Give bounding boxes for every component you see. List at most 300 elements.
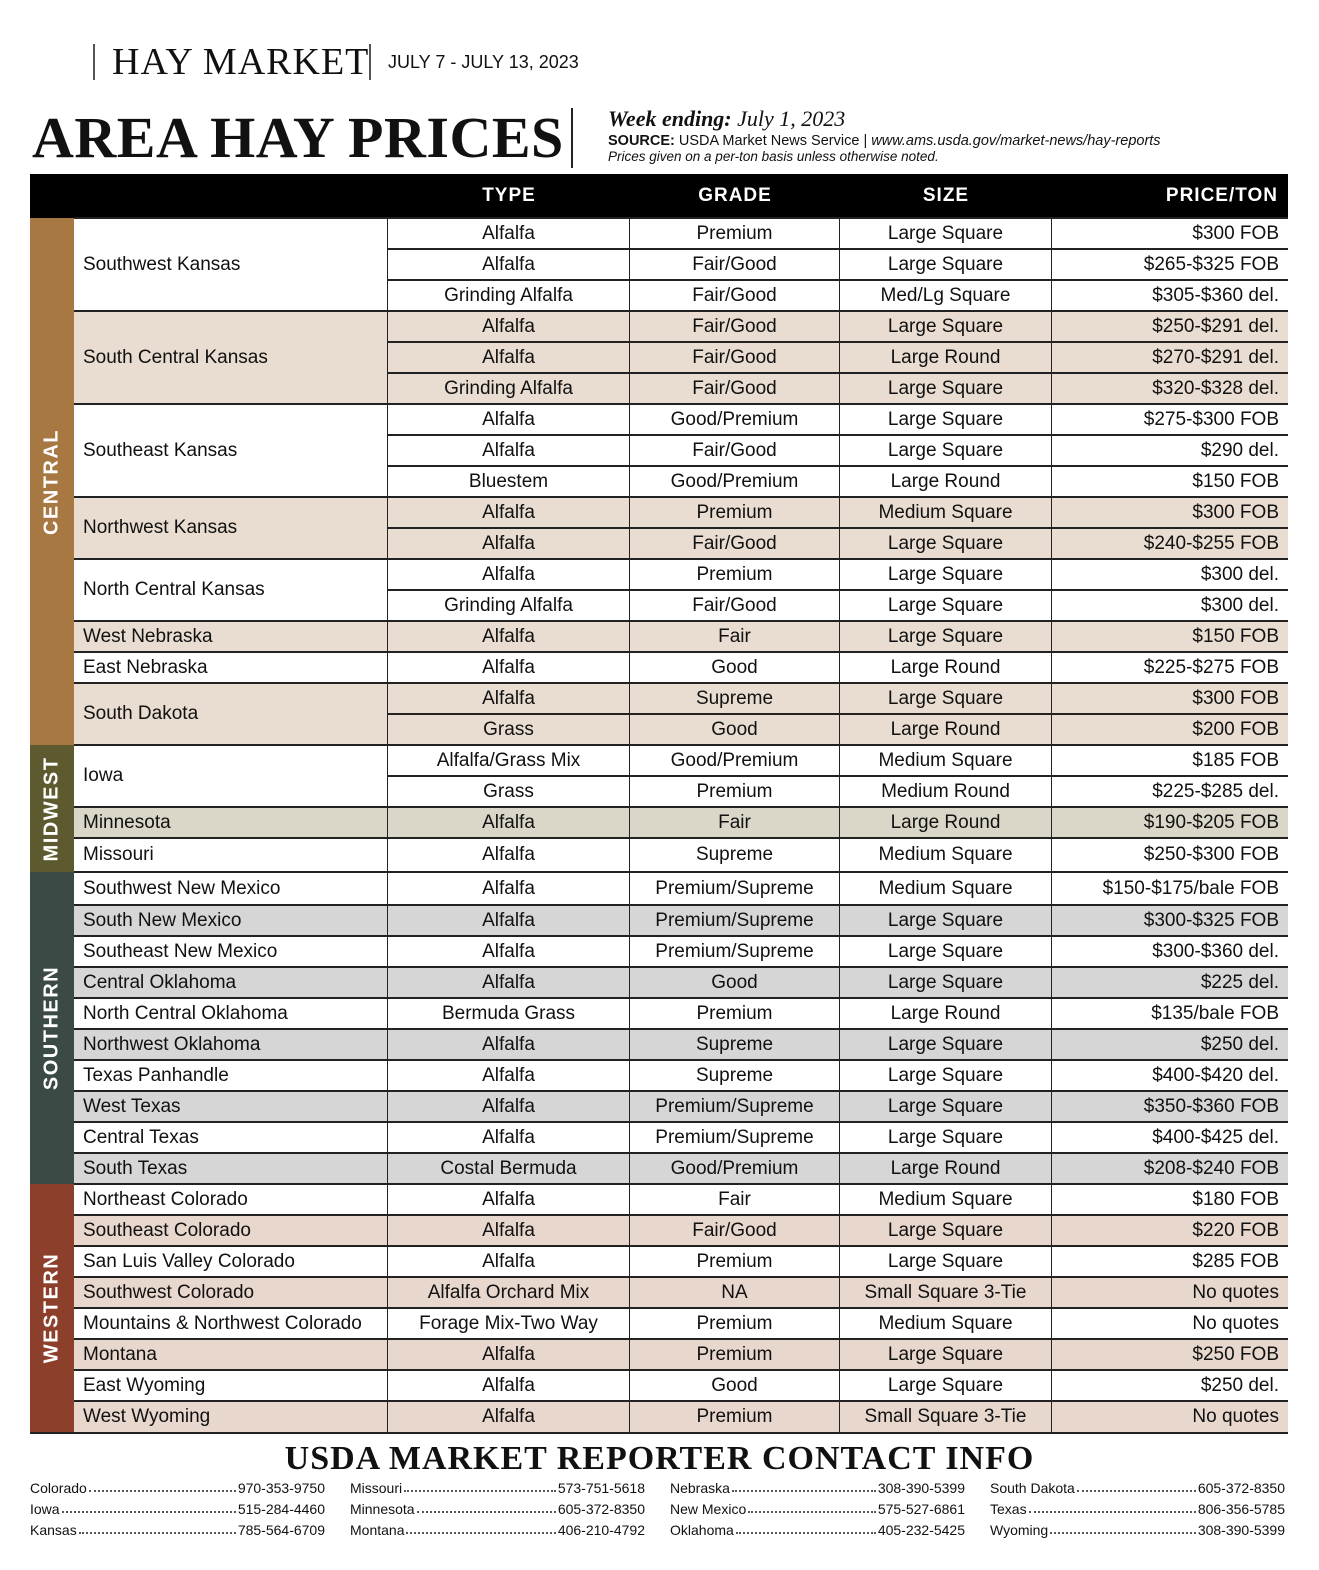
hay-type-cell: Alfalfa Orchard Mix xyxy=(388,1277,630,1308)
group-divider xyxy=(74,904,1288,906)
contact-entry xyxy=(350,1501,645,1517)
price-cell: $250 del. xyxy=(1052,1370,1288,1401)
contact-state: Missouri xyxy=(350,1480,403,1496)
location-cell: Montana xyxy=(74,1339,388,1370)
grade-cell: Fair xyxy=(630,1184,840,1215)
contact-entry xyxy=(30,1522,325,1538)
region-label-midwest xyxy=(30,745,74,872)
grade-cell: Premium xyxy=(630,776,840,807)
price-cell: $200 FOB xyxy=(1052,714,1288,745)
price-cell: $275-$300 FOB xyxy=(1052,404,1288,435)
row-divider xyxy=(388,341,1288,343)
location-cell: South Central Kansas xyxy=(74,311,388,404)
bale-size-cell: Large Round xyxy=(840,714,1052,745)
price-cell: No quotes xyxy=(1052,1277,1288,1308)
location-cell: South Dakota xyxy=(74,683,388,745)
hay-type-cell: Alfalfa xyxy=(388,559,630,590)
masthead-divider xyxy=(369,44,371,80)
dot-leader xyxy=(1077,1480,1196,1492)
grade-cell: Good/Premium xyxy=(630,466,840,497)
publication-name: HAY MARKET xyxy=(112,41,370,83)
group-divider xyxy=(74,1338,1288,1340)
region-label-western xyxy=(30,1184,74,1432)
hay-type-cell: Alfalfa xyxy=(388,967,630,998)
price-cell: $250-$300 FOB xyxy=(1052,838,1288,872)
contact-entry xyxy=(990,1480,1285,1496)
bale-size-cell: Small Square 3-Tie xyxy=(840,1401,1052,1432)
bale-size-cell: Med/Lg Square xyxy=(840,280,1052,311)
hay-type-cell: Alfalfa xyxy=(388,218,630,249)
grade-cell: Good xyxy=(630,652,840,683)
grade-cell: Premium/Supreme xyxy=(630,936,840,967)
bale-size-cell: Medium Square xyxy=(840,838,1052,872)
grade-cell: Fair xyxy=(630,621,840,652)
hay-type-cell: Alfalfa xyxy=(388,652,630,683)
bale-size-cell: Large Round xyxy=(840,807,1052,838)
source-text: USDA Market News Service xyxy=(678,133,860,149)
hay-type-cell: Alfalfa xyxy=(388,1246,630,1277)
group-divider xyxy=(74,1400,1288,1402)
location-cell: Iowa xyxy=(74,745,388,807)
price-cell: $400-$425 del. xyxy=(1052,1122,1288,1153)
week-ending xyxy=(608,106,1308,132)
bale-size-cell: Medium Square xyxy=(840,1184,1052,1215)
group-divider xyxy=(74,935,1288,937)
contact-phone[interactable]: 970-353-9750 xyxy=(237,1480,325,1496)
price-cell: $150-$175/bale FOB xyxy=(1052,872,1288,905)
region-name: SOUTHERN xyxy=(40,965,63,1091)
group-divider xyxy=(74,1214,1288,1216)
price-cell: $220 FOB xyxy=(1052,1215,1288,1246)
table-bottom-border xyxy=(30,1432,1288,1434)
bale-size-cell: Large Square xyxy=(840,1215,1052,1246)
hay-type-cell: Alfalfa xyxy=(388,497,630,528)
grade-cell: Supreme xyxy=(630,838,840,872)
grade-cell: Good xyxy=(630,967,840,998)
row-divider xyxy=(388,279,1288,281)
contact-state: New Mexico xyxy=(670,1501,747,1517)
bale-size-cell: Large Round xyxy=(840,342,1052,373)
hay-type-cell: Alfalfa xyxy=(388,838,630,872)
price-cell: $300 del. xyxy=(1052,590,1288,621)
hay-type-cell: Grass xyxy=(388,714,630,745)
grade-cell: Good/Premium xyxy=(630,404,840,435)
location-cell: East Nebraska xyxy=(74,652,388,683)
row-divider xyxy=(388,372,1288,374)
location-cell: Central Oklahoma xyxy=(74,967,388,998)
price-cell: $225-$285 del. xyxy=(1052,776,1288,807)
column-header-price: PRICE/TON xyxy=(1165,185,1278,206)
group-divider xyxy=(74,997,1288,999)
row-divider xyxy=(388,713,1288,715)
dot-leader xyxy=(1050,1522,1196,1534)
price-cell: $265-$325 FOB xyxy=(1052,249,1288,280)
hay-type-cell: Alfalfa/Grass Mix xyxy=(388,745,630,776)
bale-size-cell: Large Square xyxy=(840,621,1052,652)
group-divider xyxy=(74,1307,1288,1309)
contact-phone[interactable]: 308-390-5399 xyxy=(1197,1522,1285,1538)
bale-size-cell: Large Square xyxy=(840,683,1052,714)
bale-size-cell: Large Square xyxy=(840,249,1052,280)
price-cell: $285 FOB xyxy=(1052,1246,1288,1277)
group-divider xyxy=(74,496,1288,498)
contact-state: Colorado xyxy=(30,1480,87,1496)
price-note: Prices given on a per-ton basis unless otherwise noted. xyxy=(608,149,939,164)
location-cell: Southeast Kansas xyxy=(74,404,388,497)
price-cell: $180 FOB xyxy=(1052,1184,1288,1215)
location-cell: Minnesota xyxy=(74,807,388,838)
location-cell: East Wyoming xyxy=(74,1370,388,1401)
grade-cell: Good xyxy=(630,714,840,745)
group-divider xyxy=(74,217,1288,219)
price-cell: $270-$291 del. xyxy=(1052,342,1288,373)
column-header-grade: GRADE xyxy=(698,185,772,206)
column-header-type: TYPE xyxy=(482,185,536,206)
grade-cell: Fair/Good xyxy=(630,435,840,466)
contact-entry xyxy=(30,1480,325,1496)
price-cell: $320-$328 del. xyxy=(1052,373,1288,404)
contact-state: Minnesota xyxy=(350,1501,415,1517)
title-divider xyxy=(571,108,573,168)
contact-state: Iowa xyxy=(30,1501,60,1517)
location-cell: Central Texas xyxy=(74,1122,388,1153)
group-divider xyxy=(74,1276,1288,1278)
group-divider xyxy=(74,682,1288,684)
dot-leader xyxy=(89,1480,236,1492)
group-divider xyxy=(74,620,1288,622)
grade-cell: Fair/Good xyxy=(630,311,840,342)
grade-cell: Fair/Good xyxy=(630,528,840,559)
contact-entry xyxy=(350,1522,645,1538)
grade-cell: Fair/Good xyxy=(630,590,840,621)
hay-type-cell: Alfalfa xyxy=(388,621,630,652)
hay-type-cell: Alfalfa xyxy=(388,872,630,905)
hay-type-cell: Alfalfa xyxy=(388,905,630,936)
price-cell: No quotes xyxy=(1052,1308,1288,1339)
group-divider xyxy=(74,1090,1288,1092)
dot-leader xyxy=(406,1522,555,1534)
grade-cell: Premium xyxy=(630,1308,840,1339)
grade-cell: Premium xyxy=(630,1339,840,1370)
contact-state: Montana xyxy=(350,1522,405,1538)
price-cell: $135/bale FOB xyxy=(1052,998,1288,1029)
region-name: CENTRAL xyxy=(40,428,63,535)
group-divider xyxy=(74,1245,1288,1247)
contact-phone[interactable]: 515-284-4460 xyxy=(237,1501,325,1517)
price-cell: $250-$291 del. xyxy=(1052,311,1288,342)
contact-entry xyxy=(670,1501,965,1517)
region-name: WESTERN xyxy=(40,1252,63,1364)
location-cell: West Nebraska xyxy=(74,621,388,652)
hay-type-cell: Alfalfa xyxy=(388,1370,630,1401)
group-divider xyxy=(74,1152,1288,1154)
grade-cell: Premium/Supreme xyxy=(630,905,840,936)
grade-cell: Premium xyxy=(630,559,840,590)
issue-dates: JULY 7 - JULY 13, 2023 xyxy=(388,52,579,72)
grade-cell: Supreme xyxy=(630,1029,840,1060)
hay-price-table xyxy=(30,174,1288,1435)
source-url[interactable]: www.ams.usda.gov/market-news/hay-reports xyxy=(871,133,1161,149)
price-cell: $300 FOB xyxy=(1052,497,1288,528)
grade-cell: Fair/Good xyxy=(630,280,840,311)
location-cell: North Central Kansas xyxy=(74,559,388,621)
bale-size-cell: Medium Square xyxy=(840,497,1052,528)
dot-leader xyxy=(1029,1501,1196,1513)
bale-size-cell: Large Square xyxy=(840,1370,1052,1401)
location-cell: Southwest New Mexico xyxy=(74,872,388,905)
column-header-size: SIZE xyxy=(922,185,970,206)
row-divider xyxy=(388,527,1288,529)
price-cell: No quotes xyxy=(1052,1401,1288,1432)
dot-leader xyxy=(732,1480,876,1492)
location-cell: West Texas xyxy=(74,1091,388,1122)
bale-size-cell: Small Square 3-Tie xyxy=(840,1277,1052,1308)
hay-type-cell: Alfalfa xyxy=(388,311,630,342)
group-divider xyxy=(74,310,1288,312)
location-cell: North Central Oklahoma xyxy=(74,998,388,1029)
price-cell: $185 FOB xyxy=(1052,745,1288,776)
contact-phone[interactable]: 806-356-5785 xyxy=(1197,1501,1285,1517)
bale-size-cell: Medium Round xyxy=(840,776,1052,807)
contact-phone[interactable]: 575-527-6861 xyxy=(877,1501,965,1517)
hay-type-cell: Alfalfa xyxy=(388,1029,630,1060)
price-cell: $300 del. xyxy=(1052,559,1288,590)
contact-entry xyxy=(990,1522,1285,1538)
grade-cell: Fair/Good xyxy=(630,249,840,280)
source-label: SOURCE: xyxy=(608,133,675,149)
region-label-southern xyxy=(30,872,74,1184)
grade-cell: Premium/Supreme xyxy=(630,1091,840,1122)
location-cell: Southeast Colorado xyxy=(74,1215,388,1246)
location-cell: Southeast New Mexico xyxy=(74,936,388,967)
contact-state: Kansas xyxy=(30,1522,77,1538)
hay-type-cell: Alfalfa xyxy=(388,1215,630,1246)
hay-type-cell: Bluestem xyxy=(388,466,630,497)
bale-size-cell: Medium Square xyxy=(840,745,1052,776)
grade-cell: Premium xyxy=(630,1401,840,1432)
contact-state: Texas xyxy=(990,1501,1027,1517)
grade-cell: NA xyxy=(630,1277,840,1308)
bale-size-cell: Large Round xyxy=(840,652,1052,683)
location-cell: Northeast Colorado xyxy=(74,1184,388,1215)
price-cell: $290 del. xyxy=(1052,435,1288,466)
row-divider xyxy=(388,775,1288,777)
hay-type-cell: Alfalfa xyxy=(388,683,630,714)
row-divider xyxy=(388,589,1288,591)
price-cell: $250 del. xyxy=(1052,1029,1288,1060)
location-cell: Northwest Kansas xyxy=(74,497,388,559)
hay-type-cell: Alfalfa xyxy=(388,807,630,838)
grade-cell: Premium/Supreme xyxy=(630,872,840,905)
contact-entry xyxy=(670,1522,965,1538)
location-cell: West Wyoming xyxy=(74,1401,388,1432)
dot-leader xyxy=(62,1501,236,1513)
contact-phone[interactable]: 573-751-5618 xyxy=(557,1480,645,1496)
location-cell: San Luis Valley Colorado xyxy=(74,1246,388,1277)
bale-size-cell: Large Square xyxy=(840,1122,1052,1153)
report-meta xyxy=(608,106,1308,164)
grade-cell: Fair/Good xyxy=(630,342,840,373)
price-cell: $400-$420 del. xyxy=(1052,1060,1288,1091)
location-cell: Southwest Kansas xyxy=(74,218,388,311)
group-divider xyxy=(74,871,1288,873)
group-divider xyxy=(74,1121,1288,1123)
hay-type-cell: Grinding Alfalfa xyxy=(388,590,630,621)
group-divider xyxy=(74,558,1288,560)
source-separator: | xyxy=(863,133,868,149)
hay-type-cell: Alfalfa xyxy=(388,936,630,967)
bale-size-cell: Large Square xyxy=(840,967,1052,998)
bale-size-cell: Large Square xyxy=(840,373,1052,404)
location-cell: Missouri xyxy=(74,838,388,872)
bale-size-cell: Large Round xyxy=(840,1153,1052,1184)
group-divider xyxy=(74,403,1288,405)
row-divider xyxy=(388,248,1288,250)
hay-type-cell: Costal Bermuda xyxy=(388,1153,630,1184)
group-divider xyxy=(74,1059,1288,1061)
location-cell: Texas Panhandle xyxy=(74,1060,388,1091)
hay-type-cell: Grass xyxy=(388,776,630,807)
group-divider xyxy=(74,966,1288,968)
contact-title: USDA MARKET REPORTER CONTACT INFO xyxy=(284,1440,1035,1477)
grade-cell: Good/Premium xyxy=(630,1153,840,1184)
grade-cell: Premium xyxy=(630,497,840,528)
group-divider xyxy=(74,1028,1288,1030)
group-divider xyxy=(74,1369,1288,1371)
price-cell: $225 del. xyxy=(1052,967,1288,998)
grade-cell: Supreme xyxy=(630,683,840,714)
week-label: Week ending: xyxy=(608,106,732,131)
location-cell: Mountains & Northwest Colorado xyxy=(74,1308,388,1339)
hay-type-cell: Forage Mix-Two Way xyxy=(388,1308,630,1339)
location-cell: South New Mexico xyxy=(74,905,388,936)
bale-size-cell: Large Square xyxy=(840,590,1052,621)
contact-state: South Dakota xyxy=(990,1480,1075,1496)
contact-entry xyxy=(990,1501,1285,1517)
row-divider xyxy=(388,434,1288,436)
hay-type-cell: Alfalfa xyxy=(388,342,630,373)
bale-size-cell: Large Square xyxy=(840,559,1052,590)
bale-size-cell: Large Square xyxy=(840,218,1052,249)
hay-type-cell: Grinding Alfalfa xyxy=(388,373,630,404)
contact-phone[interactable]: 605-372-8350 xyxy=(1197,1480,1285,1496)
hay-type-cell: Alfalfa xyxy=(388,1122,630,1153)
region-label-central xyxy=(30,218,74,745)
bale-size-cell: Large Square xyxy=(840,1246,1052,1277)
hay-type-cell: Grinding Alfalfa xyxy=(388,280,630,311)
price-cell: $300 FOB xyxy=(1052,683,1288,714)
week-value: July 1, 2023 xyxy=(737,106,846,131)
contact-phone[interactable]: 605-372-8350 xyxy=(557,1501,645,1517)
hay-type-cell: Alfalfa xyxy=(388,1060,630,1091)
contact-phone[interactable]: 785-564-6709 xyxy=(237,1522,325,1538)
hay-type-cell: Alfalfa xyxy=(388,1091,630,1122)
hay-type-cell: Alfalfa xyxy=(388,249,630,280)
grade-cell: Supreme xyxy=(630,1060,840,1091)
group-divider xyxy=(74,1183,1288,1185)
location-cell: South Texas xyxy=(74,1153,388,1184)
group-divider xyxy=(74,837,1288,839)
price-cell: $240-$255 FOB xyxy=(1052,528,1288,559)
price-cell: $305-$360 del. xyxy=(1052,280,1288,311)
bale-size-cell: Large Square xyxy=(840,435,1052,466)
bale-size-cell: Large Square xyxy=(840,1339,1052,1370)
contact-entry xyxy=(350,1480,645,1496)
grade-cell: Premium/Supreme xyxy=(630,1122,840,1153)
bale-size-cell: Large Square xyxy=(840,528,1052,559)
hay-type-cell: Alfalfa xyxy=(388,528,630,559)
bale-size-cell: Large Square xyxy=(840,1029,1052,1060)
grade-cell: Fair xyxy=(630,807,840,838)
contact-state: Oklahoma xyxy=(670,1522,734,1538)
bale-size-cell: Large Square xyxy=(840,905,1052,936)
dot-leader xyxy=(736,1522,876,1534)
bale-size-cell: Medium Square xyxy=(840,872,1052,905)
price-cell: $208-$240 FOB xyxy=(1052,1153,1288,1184)
price-cell: $225-$275 FOB xyxy=(1052,652,1288,683)
hay-type-cell: Alfalfa xyxy=(388,1184,630,1215)
price-cell: $150 FOB xyxy=(1052,466,1288,497)
grade-cell: Fair/Good xyxy=(630,373,840,404)
contact-phone[interactable]: 406-210-4792 xyxy=(557,1522,645,1538)
location-cell: Southwest Colorado xyxy=(74,1277,388,1308)
bale-size-cell: Large Square xyxy=(840,404,1052,435)
grade-cell: Fair/Good xyxy=(630,1215,840,1246)
contact-phone[interactable]: 405-232-5425 xyxy=(877,1522,965,1538)
masthead-divider xyxy=(93,44,95,80)
dot-leader xyxy=(417,1501,556,1513)
bale-size-cell: Large Square xyxy=(840,311,1052,342)
price-cell: $350-$360 FOB xyxy=(1052,1091,1288,1122)
table-header xyxy=(30,174,1288,218)
price-cell: $300-$325 FOB xyxy=(1052,905,1288,936)
grade-cell: Premium xyxy=(630,218,840,249)
contact-entry xyxy=(30,1501,325,1517)
grade-cell: Good/Premium xyxy=(630,745,840,776)
bale-size-cell: Medium Square xyxy=(840,1308,1052,1339)
bale-size-cell: Large Round xyxy=(840,466,1052,497)
grade-cell: Good xyxy=(630,1370,840,1401)
price-cell: $150 FOB xyxy=(1052,621,1288,652)
grade-cell: Premium xyxy=(630,998,840,1029)
bale-size-cell: Large Square xyxy=(840,1060,1052,1091)
contact-phone[interactable]: 308-390-5399 xyxy=(877,1480,965,1496)
hay-type-cell: Alfalfa xyxy=(388,404,630,435)
dot-leader xyxy=(404,1480,556,1492)
bale-size-cell: Large Square xyxy=(840,1091,1052,1122)
grade-cell: Premium xyxy=(630,1246,840,1277)
source-line xyxy=(608,133,1308,149)
hay-type-cell: Alfalfa xyxy=(388,1339,630,1370)
contact-state: Wyoming xyxy=(990,1522,1049,1538)
contact-state: Nebraska xyxy=(670,1480,730,1496)
price-cell: $300-$360 del. xyxy=(1052,936,1288,967)
bale-size-cell: Large Square xyxy=(840,936,1052,967)
group-divider xyxy=(74,806,1288,808)
group-divider xyxy=(74,744,1288,746)
dot-leader xyxy=(748,1501,876,1513)
region-name: MIDWEST xyxy=(40,756,63,861)
contact-entry xyxy=(670,1480,965,1496)
hay-type-cell: Bermuda Grass xyxy=(388,998,630,1029)
price-cell: $190-$205 FOB xyxy=(1052,807,1288,838)
price-cell: $250 FOB xyxy=(1052,1339,1288,1370)
group-divider xyxy=(74,651,1288,653)
row-divider xyxy=(388,465,1288,467)
hay-type-cell: Alfalfa xyxy=(388,435,630,466)
price-cell: $300 FOB xyxy=(1052,218,1288,249)
page-title: AREA HAY PRICES xyxy=(32,105,564,170)
